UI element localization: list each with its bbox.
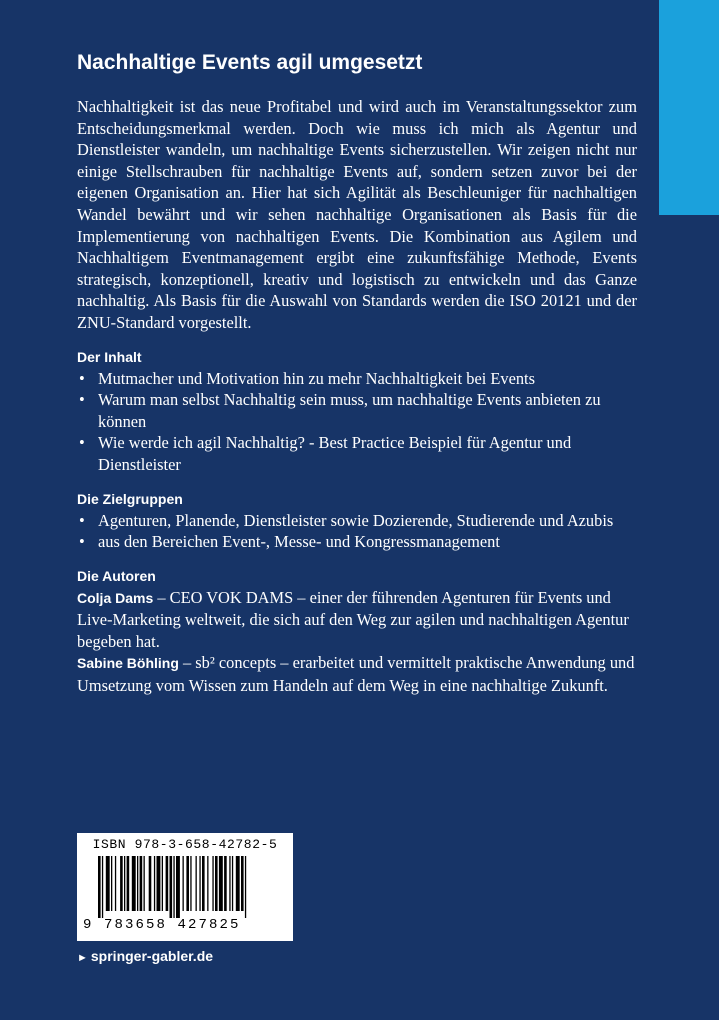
barcode-bar	[229, 856, 230, 911]
author-entry-dams	[77, 587, 637, 653]
barcode-bar	[154, 856, 155, 911]
intro-paragraph: Nachhaltigkeit ist das neue Profitabel und wird auch im Veranstaltungssektor zum Entscheidungsmerkmal werden. Doch wie muss ich mich als Agentur und Dienstleister wandeln, um nachhaltige Events sicherzustellen. Wir zeigen nicht nur einige Stellschrauben für nachhaltige Events auf, sondern setzen zuvor bei der eigenen Organisation an. Hier hat sich Agilität als Beschleuniger für nachhaltigen Wandel bewährt und wir sehen nachhaltige Organisationen als Basis für die Implementierung von nachhaltigen Events. Die Kombination aus Agilem und Nachhaltigem Eventmanagement ergibt eine zukunftsfähige Methode, Events strategisch, konzeptionell, kreativ und logistisch zu entwickeln und das Ganze nachhaltig. Als Basis für die Auswahl von Standards werden die ISO 20121 und der ZNU-Standard vorgestellt.	[77, 97, 637, 332]
arrow-right-icon: ►	[77, 952, 88, 964]
isbn-label: ISBN 978-3-658-42782-5	[92, 837, 278, 852]
barcode-bar	[173, 856, 174, 918]
barcode-bar	[202, 856, 205, 911]
barcode-digits: 9 783658 427825	[83, 917, 241, 933]
bullet-icon: •	[79, 368, 85, 388]
barcode-bar	[149, 856, 152, 911]
barcode-bar	[199, 856, 200, 911]
list-item: • Wie werde ich agil Nachhaltig? - Best Practice Beispiel für Agentur und Dienstleister	[79, 433, 572, 474]
section-heading-autoren: Die Autoren	[77, 567, 156, 584]
barcode-bar	[186, 856, 189, 911]
barcode-bar	[115, 856, 116, 911]
isbn-barcode	[77, 833, 293, 941]
publisher-url: springer-gabler.de	[90, 948, 214, 964]
barcode-bar	[127, 856, 130, 911]
barcode-bar	[196, 856, 197, 911]
barcode-bar	[157, 856, 161, 911]
list-item: • aus den Bereichen Event-, Messe- und Kongressmanagement	[79, 532, 500, 552]
barcode-bar	[102, 856, 103, 918]
barcode-bar	[170, 856, 173, 918]
author-bio: – sb² concepts – erarbeitet und vermittelt praktische Anwendung und Umsetzung vom Wissen zum Handeln auf dem Weg in eine nachhaltige Zukunft.	[77, 653, 635, 696]
back-cover-content	[77, 50, 637, 697]
author-bio: – CEO VOK DAMS – einer der führenden Agenturen für Events und Live-Marketing weltweit, die sich auf den Weg zur agilen und nachhaltigen Agentur begeben hat.	[77, 587, 629, 651]
inhalt-list	[77, 368, 637, 476]
bullet-icon: •	[79, 510, 85, 530]
barcode-bar	[232, 856, 233, 911]
barcode-bar	[207, 856, 208, 911]
barcode-bar	[176, 856, 180, 918]
author-name: Sabine Böhling	[77, 655, 179, 672]
section-heading-inhalt: Der Inhalt	[77, 348, 142, 365]
barcode-bar	[132, 856, 136, 911]
barcode-bar	[190, 856, 191, 911]
section-heading-zielgruppen: Die Zielgruppen	[77, 490, 183, 507]
publisher-link[interactable]	[77, 947, 213, 967]
zielgruppen-list	[77, 510, 637, 553]
barcode-bar	[236, 856, 240, 911]
accent-bar	[659, 0, 719, 215]
bullet-icon: •	[79, 390, 85, 410]
author-name: Colja Dams	[77, 589, 154, 606]
barcode-bar	[111, 856, 112, 911]
page-title: Nachhaltige Events agil umgesetzt	[77, 51, 423, 74]
barcode-bar	[137, 856, 138, 911]
barcode-bar	[219, 856, 223, 911]
list-item: • Agenturen, Planende, Dienstleister sowie Dozierende, Studierende und Azubis	[79, 510, 614, 530]
barcode-bar	[224, 856, 227, 911]
barcode-bar	[98, 856, 101, 918]
author-entry-boehling	[77, 652, 637, 696]
bullet-icon: •	[79, 532, 85, 552]
barcode-bar	[183, 856, 184, 911]
barcode-bar	[124, 856, 125, 911]
list-item: • Warum man selbst Nachhaltig sein muss, um nachhaltige Events anbieten zu können	[79, 390, 601, 431]
barcode-bars	[90, 856, 280, 918]
barcode-bar	[212, 856, 213, 911]
list-item: • Mutmacher und Motivation hin zu mehr Nachhaltigkeit bei Events	[79, 368, 535, 388]
barcode-bar	[166, 856, 169, 911]
barcode-bar	[144, 856, 145, 911]
barcode-bar	[120, 856, 123, 911]
barcode-bar	[245, 856, 246, 918]
bullet-icon: •	[79, 433, 85, 453]
barcode-bar	[215, 856, 218, 911]
barcode-bar	[241, 856, 244, 911]
barcode-bar	[106, 856, 110, 911]
barcode-bar	[162, 856, 163, 911]
barcode-bar	[140, 856, 143, 911]
